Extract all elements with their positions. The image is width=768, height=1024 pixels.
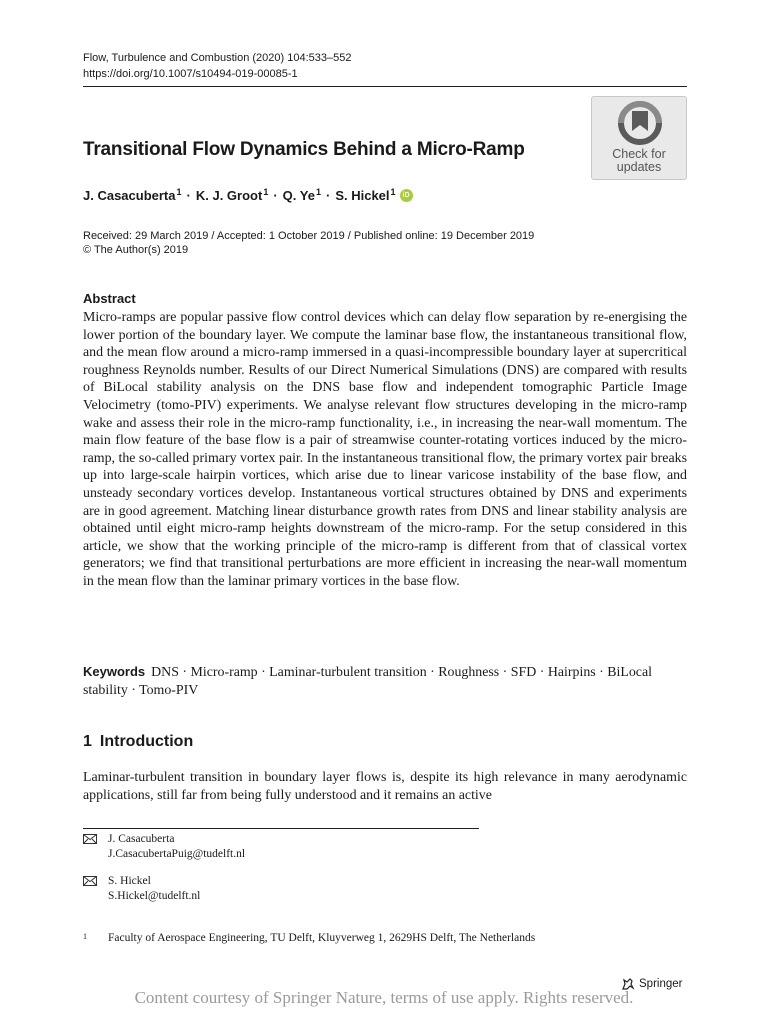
author-name[interactable]: K. J. Groot$^1$ [195,187,269,203]
orcid-icon[interactable]: iD [400,189,413,202]
email-link[interactable]: J.CasacubertaPuig@tudelft.nl [108,848,246,860]
section-heading-introduction: 1 Introduction [83,733,194,750]
footnote-divider [83,828,479,829]
courtesy-notice: Content courtesy of Springer Nature, terms of use apply. Rights reserved. [134,988,634,1007]
keywords-list: DNS · Micro-ramp · Laminar-turbulent transition · Roughness · SFD · Hairpins · BiLocal stability · Tomo-PIV [83,665,652,698]
author-name[interactable]: S. Hickel$^1$ [335,187,396,203]
introduction-text: Laminar-turbulent transition in boundary layer flows is, despite its high relevance in many aerodynamic applications, still far from being fully understood and it remains an active [83,770,687,803]
publication-dates: Received: 29 March 2019 / Accepted: 1 October 2019 / Published online: 19 December 2019 © The Author(s) 2019 [83,230,535,256]
envelope-icon [83,876,97,886]
abstract-text: Micro-ramps are popular passive flow control devices which can delay flow separation by re-energising the lower portion of the boundary layer. We compute the laminar base flow, the instantaneous transitional flow, and the mean flow around a micro-ramp immersed in a quasi-incompressible boundary layer at supercritical roughness Reynolds number. Results of our Direct Numerical Simulations (DNS) are compared with results of BiLocal stability analysis on the DNS base flow and independent tomographic Particle Image Velocimetry (tomo-PIV) experiments. We analyse relevant flow structures developing in the micro-ramp wake and assess their role in the micro-ramp functionality, i.e., in increasing the near-wall momentum. The main flow feature of the base flow is a pair of streamwise counter-rotating vortices induced by the micro-ramp, the so-called primary vortex pair. In the instantaneous transitional flow, the primary vortex pair breaks up into large-scale hairpin vortices, which arise due to linear varicose instability of the base flow, and unsteady secondary vortices develop. Instantaneous vortical structures obtained by DNS and experiments are in good agreement. Matching linear disturbance growth rates from DNS and linear stability analysis are obtained until eight micro-ramp heights downstream of the micro-ramp. For the setup considered in this article, we show that the working principle of the micro-ramp is different from that of classical vortex generators; we find that transitional perturbations are more efficient in increasing the near-wall momentum in the mean flow than the laminar primary vortices in the base flow. [83,310,687,589]
envelope-icon [83,834,97,844]
check-for-updates-badge[interactable] [591,96,687,180]
keywords-label: Keywords [83,664,146,679]
doi-link[interactable]: https://doi.org/10.1007/s10494-019-00085-1 [83,68,298,80]
journal-header [83,50,351,82]
author-name[interactable]: Q. Ye$^1$ [282,187,321,203]
paper-title: Transitional Flow Dynamics Behind a Micro-Ramp [83,139,525,160]
author-name[interactable]: J. Casacuberta$^1$ [83,187,182,203]
badge-text: Check for updates [612,147,666,174]
abstract-heading: Abstract [83,291,136,306]
header-divider [83,86,687,87]
journal-citation: Flow, Turbulence and Combustion (2020) 104:533–552 [83,52,352,64]
keywords [83,663,687,700]
publisher-logo: Springer [621,977,682,991]
author-list: J. Casacuberta$^1$ · K. J. Groot$^1$ · Q. Ye$^1$ · S. Hickel$^1$ iD [83,187,413,203]
email-link[interactable]: S.Hickel@tudelft.nl [108,890,201,902]
check-updates-icon [618,101,662,145]
